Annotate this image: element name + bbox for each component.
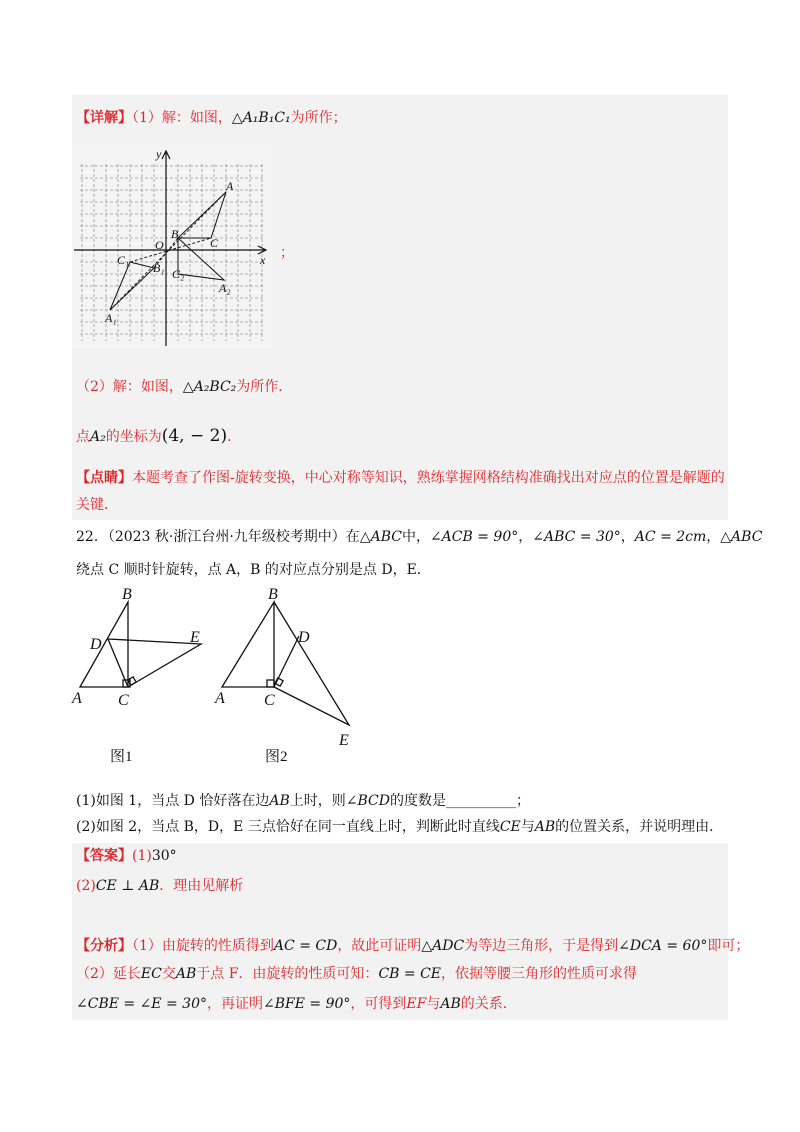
graph-suffix: ； (280, 245, 294, 261)
answer-tag: 【答案】 (76, 848, 132, 864)
detail-line: 【详解】（1）解：如图，△A₁B₁C₁为所作； (76, 110, 347, 126)
analysis-tag: 【分析】 (76, 938, 132, 954)
label-A1: A₁ (105, 311, 117, 325)
svg-text:D: D (90, 636, 102, 653)
svg-text:C: C (264, 692, 275, 709)
label-C2: C₂ (172, 267, 185, 281)
label-B1: B₁ (153, 261, 165, 275)
figure-2-shapes (222, 602, 349, 725)
svg-text:A: A (215, 690, 225, 707)
analysis-line-2: （2）延长EC交AB于点 F．由旋转的性质可知：CB = CE，依据等腰三角形的性质可求得 (76, 966, 637, 982)
answer-line-1: 【答案】(1)30° (76, 848, 177, 864)
analysis-line-3: ∠CBE = ∠E = 30°，再证明∠BFE = 90°，可得到EF与AB的关系． (76, 996, 517, 1012)
question-1: (1)如图 1，当点 D 恰好落在边AB上时，则∠BCD的度数是__________； (76, 793, 530, 809)
answer-line-2: (2)CE ⊥ AB．理由见解析 (76, 878, 244, 894)
question-2: (2)如图 2，当点 B，D，E 三点恰好在同一直线上时，判断此时直线CE与AB的位置关系，并说明理由． (76, 819, 724, 835)
coord-value: (4, − 2) (161, 426, 228, 446)
label-A: A (226, 179, 234, 193)
comment-line-1: 【点睛】本题考查了作图-旋转变换，中心对称等知识，熟练掌握网格结构准确找出对应点的位置是解题的 (76, 470, 725, 486)
label-A2: A₂ (219, 281, 231, 295)
comment-line-2: 关键． (76, 497, 118, 513)
svg-text:B: B (122, 586, 132, 603)
svg-text:C: C (118, 692, 129, 709)
problem22-line2: 绕点 C 顺时针旋转，点 A，B 的对应点分别是点 D，E． (76, 562, 431, 578)
detail-tag: 【详解】 (76, 110, 132, 126)
label-B: B (171, 227, 179, 241)
coord-line: 点A₂的坐标为(4, − 2)． (76, 426, 242, 446)
svg-text:E: E (190, 629, 200, 646)
triangle-a1b1c1: △A₁B₁C₁ (231, 110, 291, 126)
fig1-caption: 图1 (110, 749, 133, 765)
fig2-caption: 图2 (265, 749, 288, 765)
label-C: C (210, 236, 219, 250)
label-C1: C₁ (117, 253, 130, 267)
svg-text:E: E (339, 732, 349, 749)
triangle-a2bc2-label: △A₂BC₂ (182, 379, 237, 395)
svg-text:D: D (298, 629, 310, 646)
label-origin: O (155, 238, 164, 252)
analysis-line-1: 【分析】（1）由旋转的性质得到AC = CD，故此可证明△ADC为等边三角形，于是得到∠DCA = 60°即可； (76, 938, 750, 954)
grid-figure (72, 146, 272, 348)
problem22-line1: 22．（2023 秋·浙江台州·九年级校考期中）在△ABC中，∠ACB = 90°，∠ABC = 30°，AC = 2cm，△ABC (76, 529, 763, 545)
coordinate-grid-svg (72, 146, 272, 348)
label-y-axis: y (156, 147, 162, 161)
svg-text:B: B (268, 586, 278, 603)
svg-text:A: A (72, 690, 82, 707)
part2-line: （2）解：如图，△A₂BC₂为所作． (76, 379, 293, 395)
label-x-axis: x (260, 253, 266, 267)
